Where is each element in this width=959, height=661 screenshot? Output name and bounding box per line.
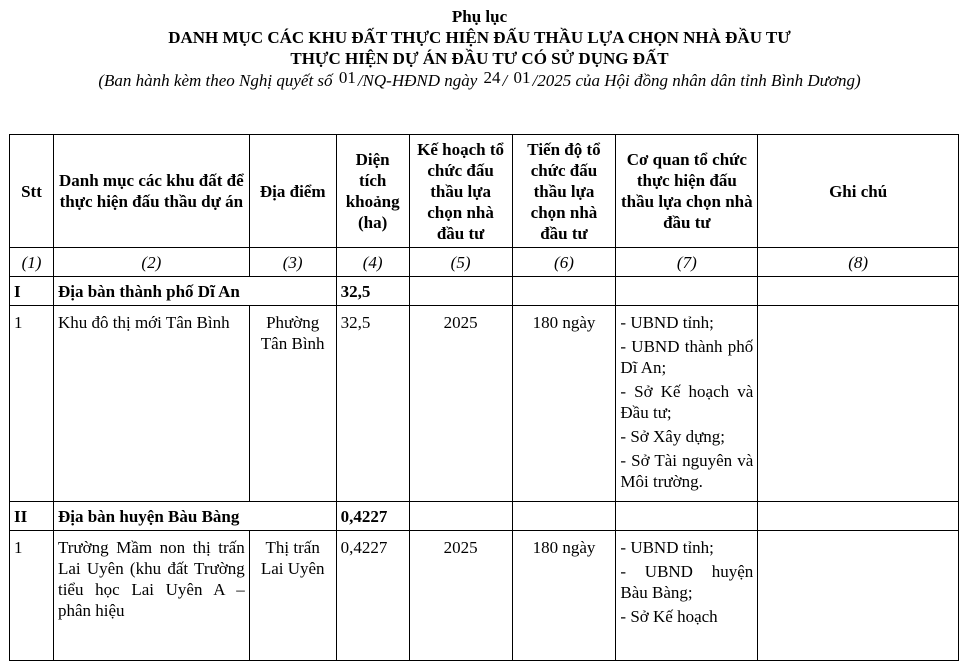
row-area: 32,5 <box>336 306 409 502</box>
col-header-note: Ghi chú <box>758 135 959 248</box>
agency-item: - Sở Tài nguyên và Môi trường. <box>620 451 754 491</box>
title-line-1: DANH MỤC CÁC KHU ĐẤT THỰC HIỆN ĐẤU THẦU LỰA CHỌN NHÀ ĐẦU TƯ <box>168 28 791 47</box>
col-header-progress: Tiến độ tổ chức đấu thầu lựa chọn nhà đầu tư <box>512 135 616 248</box>
col-header-plan: Kế hoạch tổ chức đấu thầu lựa chọn nhà đầu tư <box>409 135 512 248</box>
row-land-name: Trường Mầm non thị trấn Lai Uyên (khu đất Trường tiểu học Lai Uyên A – phân hiệu <box>53 531 249 661</box>
section-name: Địa bàn thành phố Dĩ An <box>53 277 336 306</box>
col-header-stt: Stt <box>10 135 54 248</box>
row-note <box>758 306 959 502</box>
section-name: Địa bàn huyện Bàu Bàng <box>53 502 336 531</box>
col-header-land-list: Danh mục các khu đất để thực hiện đấu thầu dự án <box>53 135 249 248</box>
section-roman: II <box>10 502 54 531</box>
section-row-di-an <box>10 277 959 306</box>
agency-item: - Sở Kế hoạch và Đầu tư; <box>620 382 754 422</box>
agency-item: - UBND tỉnh; <box>620 313 714 332</box>
column-number-row <box>10 248 959 277</box>
table-header-row <box>10 135 959 248</box>
subtitle-part-3: /2025 của Hội đồng nhân dân tỉnh Bình Dương) <box>532 71 861 90</box>
col-number: (4) <box>336 248 409 277</box>
resolution-month: 01 <box>513 68 531 87</box>
agency-item: - UBND thành phố Dĩ An; <box>620 337 754 377</box>
section-area: 0,4227 <box>336 502 409 531</box>
col-header-agency: Cơ quan tổ chức thực hiện đấu thầu lựa chọn nhà đầu tư <box>616 135 758 248</box>
row-progress: 180 ngày <box>512 531 616 661</box>
col-number: (8) <box>758 248 959 277</box>
row-plan: 2025 <box>409 531 512 661</box>
issuance-subtitle <box>0 69 959 92</box>
subtitle-separator: / <box>502 71 508 90</box>
col-number: (1) <box>10 248 54 277</box>
land-plot-table <box>9 134 959 661</box>
resolution-number: 01 <box>338 68 356 87</box>
row-land-name: Khu đô thị mới Tân Bình <box>53 306 249 502</box>
subtitle-part-2: /NQ-HĐND ngày <box>357 71 478 90</box>
row-stt: 1 <box>10 531 54 661</box>
col-header-location: Địa điểm <box>249 135 336 248</box>
row-agencies <box>616 531 758 661</box>
resolution-day: 24 <box>483 68 501 87</box>
title-line-2: THỰC HIỆN DỰ ÁN ĐẦU TƯ CÓ SỬ DỤNG ĐẤT <box>290 49 669 68</box>
row-location: Phường Tân Bình <box>249 306 336 502</box>
col-number: (5) <box>409 248 512 277</box>
col-header-area: Diện tích khoảng (ha) <box>336 135 409 248</box>
agency-item: - UBND tỉnh; <box>620 538 714 557</box>
col-number: (3) <box>249 248 336 277</box>
section-row-bau-bang <box>10 502 959 531</box>
row-agencies <box>616 306 758 502</box>
agency-item: - Sở Xây dựng; <box>620 427 726 446</box>
row-stt: 1 <box>10 306 54 502</box>
appendix-label: Phụ lục <box>451 7 508 26</box>
agency-item: - Sở Kế hoạch <box>620 607 718 626</box>
row-note <box>758 531 959 661</box>
row-area: 0,4227 <box>336 531 409 661</box>
col-number: (2) <box>53 248 249 277</box>
section-roman: I <box>10 277 54 306</box>
col-number: (7) <box>616 248 758 277</box>
row-location: Thị trấn Lai Uyên <box>249 531 336 661</box>
document-header <box>0 6 959 92</box>
agency-item: - UBND huyện Bàu Bàng; <box>620 562 754 602</box>
col-number: (6) <box>512 248 616 277</box>
section-area: 32,5 <box>336 277 409 306</box>
row-plan: 2025 <box>409 306 512 502</box>
table-row <box>10 306 959 502</box>
subtitle-part-1: (Ban hành kèm theo Nghị quyết số <box>98 71 333 90</box>
row-progress: 180 ngày <box>512 306 616 502</box>
table-row <box>10 531 959 661</box>
